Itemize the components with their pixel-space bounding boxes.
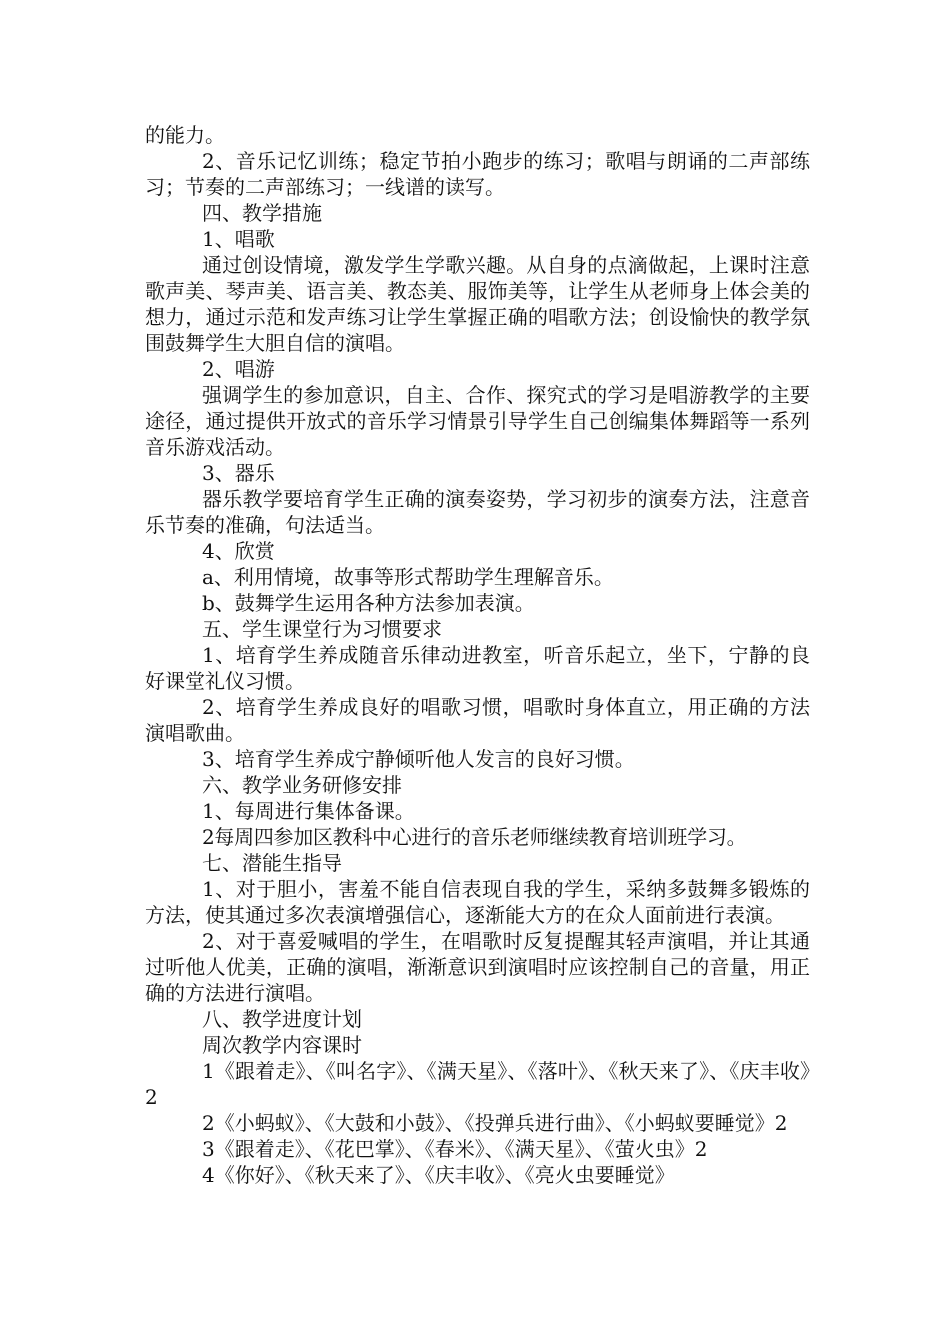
section-heading: 五、学生课堂行为习惯要求 [202,617,442,641]
list-item: b、鼓舞学生运用各种方法参加表演。 [202,591,535,615]
subsection-heading: 1、唱歌 [202,227,275,251]
subsection-heading: 2、唱游 [202,357,275,381]
schedule-row: 2《小蚂蚁》、《大鼓和小鼓》、《投弹兵进行曲》、《小蚂蚁要睡觉》2 [202,1111,788,1135]
list-item: 2每周四参加区教科中心进行的音乐老师继续教育培训班学习。 [202,825,747,849]
paragraph: 通过创设情境，激发学生学歌兴趣。从自身的点滴做起，上课时注意歌声美、琴声美、语言美、教态美、服饰美等，让学生从老师身上体会美的想力，通过示范和发声练习让学生掌握正确的唱歌方法；创设愉快的教学氛围鼓舞学生大胆自信的演唱。 [145,253,810,355]
paragraph: 的能力。 [145,123,225,147]
section-heading: 六、教学业务研修安排 [202,773,402,797]
list-item: 1、培育学生养成随音乐律动进教室，听音乐起立，坐下，宁静的良好课堂礼仪习惯。 [145,643,810,693]
schedule-row: 4《你好》、《秋天来了》、《庆丰收》、《亮火虫要睡觉》 [202,1163,675,1187]
list-item: 2、培育学生养成良好的唱歌习惯，唱歌时身体直立，用正确的方法演唱歌曲。 [145,695,810,745]
section-heading: 八、教学进度计划 [202,1007,362,1031]
paragraph: 强调学生的参加意识，自主、合作、探究式的学习是唱游教学的主要途径，通过提供开放式的音乐学习情景引导学生自己创编集体舞蹈等一系列音乐游戏活动。 [145,383,810,459]
list-item: 1、对于胆小，害羞不能自信表现自我的学生，采纳多鼓舞多锻炼的方法，使其通过多次表演增强信心，逐渐能大方的在众人面前进行表演。 [145,877,810,927]
schedule-row: 3《跟着走》、《花巴掌》、《春米》、《满天星》、《萤火虫》2 [202,1137,708,1161]
list-item: 1、每周进行集体备课。 [202,799,415,823]
list-item: 3、培育学生养成宁静倾听他人发言的良好习惯。 [202,747,635,771]
paragraph: 器乐教学要培育学生正确的演奏姿势，学习初步的演奏方法，注意音乐节奏的准确，句法适当。 [145,487,810,537]
subsection-heading: 3、器乐 [202,461,275,485]
document-page [145,122,810,1188]
list-item: a、利用情境，故事等形式帮助学生理解音乐。 [202,565,614,589]
subsection-heading: 4、欣赏 [202,539,275,563]
section-heading: 七、潜能生指导 [202,851,342,875]
schedule-header: 周次教学内容课时 [202,1033,362,1057]
section-heading: 四、教学措施 [202,201,322,225]
list-item: 2、对于喜爱喊唱的学生，在唱歌时反复提醒其轻声演唱，并让其通过听他人优美，正确的演唱，渐渐意识到演唱时应该控制自己的音量，用正确的方法进行演唱。 [145,929,810,1005]
schedule-row: 1《跟着走》、《叫名字》、《满天星》、《落叶》、《秋天来了》、《庆丰收》2 [145,1059,810,1109]
paragraph: 2、音乐记忆训练；稳定节拍小跑步的练习；歌唱与朗诵的二声部练习；节奏的二声部练习；一线谱的读写。 [145,149,810,199]
